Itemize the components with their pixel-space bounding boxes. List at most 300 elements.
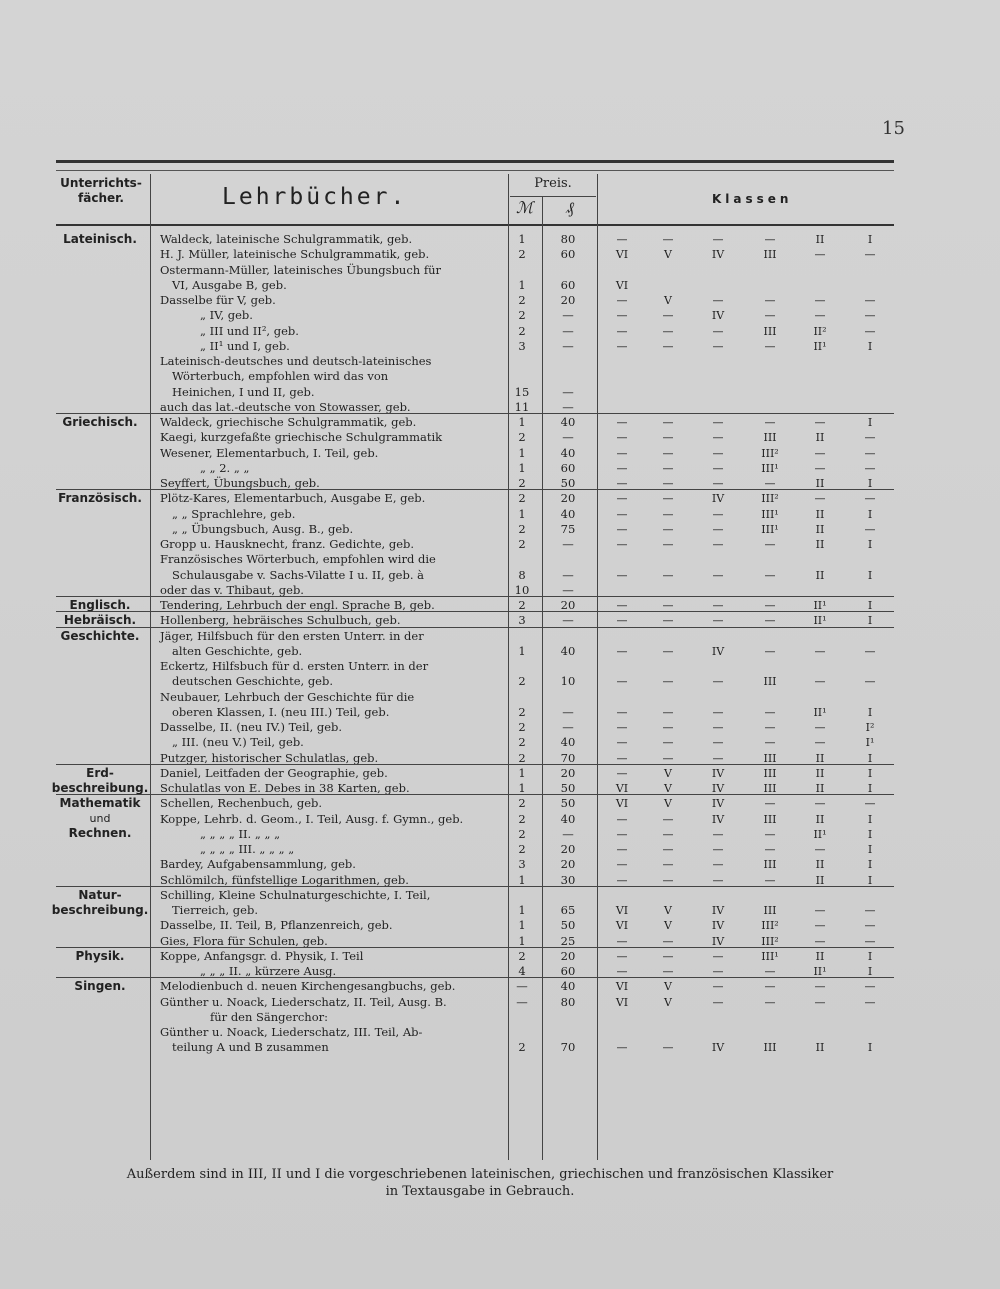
class-cell: — [712,858,724,872]
book-title: Koppe, Anfangsgr. d. Physik, I. Teil [160,948,364,963]
table-row [0,979,1000,994]
table-row [0,888,1000,903]
class-cell: — [864,324,876,338]
class-cell: II [815,233,825,246]
price-pfennig: 50 [560,796,576,811]
class-cell: III² [761,446,779,460]
table-row [0,735,1000,750]
class-cell: I [867,538,873,551]
class-cell: III [763,431,777,445]
price-mark: 2 [518,811,526,826]
class-cell: — [616,812,628,826]
book-title: Schulausgabe v. Sachs-Vilatte I u. II, geb. à [172,567,425,582]
class-cell: I [867,766,873,780]
class-cell: — [712,294,724,307]
table-row [0,522,1000,537]
class-cell: II [815,782,825,795]
table-row [0,293,1000,308]
price-pfennig: — [562,613,574,628]
class-cell: — [764,827,776,841]
book-title: Lateinisch-deutsches und deutsch-lateinisches [160,354,432,368]
table-row [0,995,1000,1010]
class-cell: — [712,751,724,765]
price-mark: 2 [518,704,526,719]
book-title: „ III und II², geb. [200,323,299,338]
table-row [0,842,1000,857]
table-row [0,552,1000,567]
table-row [0,537,1000,552]
footer-line-2: in Textausgabe in Gebrauch. [385,1184,575,1199]
book-title: „ „ Sprachlehre, geb. [172,506,296,521]
section-rule [56,764,894,765]
book-title: Koppe, Lehrb. d. Geom., I. Teil, Ausg. f. Gymn., geb. [160,811,464,826]
price-pfennig: — [562,704,574,719]
book-title: Ostermann-Müller, lateinisches Übungsbuch für [160,262,441,277]
class-cell: — [814,736,826,750]
price-pfennig: — [562,399,574,414]
price-mark: 3 [518,338,526,353]
price-mark: 2 [518,826,526,841]
class-cell: — [616,949,628,963]
class-cell: III¹ [761,949,779,963]
class-cell: — [864,431,876,445]
class-cell: — [764,721,776,734]
table-row [0,690,1000,705]
class-cell: II [815,949,825,963]
class-cell: — [616,477,628,490]
class-cell: II² [813,324,827,338]
book-title: „ „ „ „ III. „ „ „ „ [200,842,295,856]
table-row [0,232,1000,247]
class-cell: — [616,522,628,536]
table-row [0,918,1000,933]
class-cell: — [864,797,876,811]
book-title: Waldeck, lateinische Schulgrammatik, geb. [160,232,413,246]
class-cell: III¹ [761,522,779,536]
price-pfennig: 40 [560,979,576,994]
class-cell: — [616,538,628,551]
class-cell: I² [865,721,875,734]
book-title: „ II¹ und I, geb. [200,338,290,353]
price-mark: 2 [518,750,526,765]
header-subjects: Unterrichts- fächer. [60,176,142,205]
class-cell: III [763,248,777,262]
book-title: Günther u. Noack, Liederschatz, III. Teil, Ab- [160,1025,423,1039]
price-pfennig: 70 [560,1040,576,1055]
price-pfennig: 20 [560,293,576,307]
class-cell: I [867,949,873,963]
subject-name: Natur- [78,887,122,902]
subject-conjunction: und [89,812,111,826]
class-cell: III [763,751,777,765]
book-title: Tendering, Lehrbuch der engl. Sprache B, geb. [160,598,435,612]
class-cell: — [764,477,776,490]
book-title: Schellen, Rechenbuch, geb. [160,796,323,811]
table-row [0,1040,1000,1055]
class-cell: I [867,812,873,826]
header-mark: ℳ [516,198,534,217]
table-row [0,263,1000,278]
class-cell: — [712,675,724,689]
book-title: Jäger, Hilfsbuch für den ersten Unterr. in der [160,628,424,643]
price-mark: 2 [518,521,526,536]
class-cell: V [664,248,672,262]
table-row [0,796,1000,811]
class-cell: — [814,294,826,307]
price-pfennig: 20 [560,857,576,872]
price-pfennig: — [562,338,574,353]
class-cell: II¹ [813,339,827,353]
book-title: Plötz-Kares, Elementarbuch, Ausgabe E, geb. [160,491,426,506]
class-cell: — [616,873,628,887]
price-pfennig: — [562,826,574,841]
section-rule [56,794,894,795]
class-cell: I [867,599,873,612]
subject-name: Lateinisch. [63,232,137,246]
price-pfennig: 20 [560,948,576,963]
class-cell: — [662,431,674,445]
price-pfennig: 40 [560,735,576,750]
book-title: Französisches Wörterbuch, empfohlen wird die [160,552,436,567]
top-rule [56,160,894,163]
price-mark: 11 [514,399,530,414]
price-pfennig: 50 [560,781,576,795]
price-pfennig: 40 [560,506,576,521]
table-row [0,415,1000,430]
class-cell: — [616,644,628,658]
class-cell: II [815,522,825,536]
class-cell: I [867,965,873,978]
price-mark: 8 [518,567,526,582]
table-row [0,385,1000,400]
price-pfennig: — [562,323,574,338]
class-cell: II [815,431,825,445]
class-cell: — [712,461,724,475]
class-cell: — [662,721,674,734]
subject-name: Französisch. [58,491,142,506]
subject-name: Physik. [75,948,125,963]
class-cell: — [616,324,628,338]
price-pfennig: 10 [560,674,576,689]
class-cell: — [616,446,628,460]
class-cell: — [712,965,724,978]
class-cell: — [712,827,724,841]
book-title: Hollenberg, hebräisches Schulbuch, geb. [160,613,401,628]
price-mark: 1 [518,506,526,521]
subject-name: Erd- [86,765,114,780]
class-cell: — [864,248,876,262]
class-cell: — [764,995,776,1009]
book-title: Schilling, Kleine Schulnaturgeschichte, I. Teil, [160,887,431,902]
section-rule [56,627,894,628]
class-cell: — [864,980,876,994]
class-cell: — [616,568,628,582]
subject-name-continued: Rechnen. [68,826,132,841]
class-cell: — [814,721,826,734]
class-cell: — [662,416,674,429]
table-row [0,705,1000,720]
class-cell: IV [711,812,725,826]
class-cell: — [712,873,724,887]
price-mark: 15 [514,384,530,399]
header-bottom-rule [56,224,894,226]
class-cell: IV [711,782,725,795]
book-title: Gies, Flora für Schulen, geb. [160,933,328,948]
class-cell: — [712,736,724,750]
price-pfennig: 30 [560,872,576,887]
price-mark: 2 [518,598,526,612]
table-row [0,827,1000,842]
class-cell: — [662,538,674,551]
class-cell: — [712,843,724,856]
class-cell: — [712,568,724,582]
price-mark: — [516,979,528,994]
class-cell: — [662,446,674,460]
price-mark: 2 [518,796,526,811]
book-title: Dasselbe, II. (neu IV.) Teil, geb. [160,720,343,734]
class-cell: — [712,995,724,1009]
class-cell: I [867,827,873,841]
class-cell: — [764,736,776,750]
class-cell: VI [615,278,629,292]
header-classes: Klassen [712,192,793,206]
price-pfennig: — [562,384,574,399]
class-cell: — [712,233,724,246]
price-pfennig: 20 [560,598,576,612]
book-title: „ III. (neu V.) Teil, geb. [172,735,304,750]
table-row [0,278,1000,293]
class-cell: IV [711,766,725,780]
price-pfennig: 40 [560,415,576,429]
class-cell: — [712,507,724,521]
book-title: Heinichen, I und II, geb. [172,384,315,399]
class-cell: II [815,766,825,780]
table-row [0,720,1000,735]
class-cell: III¹ [761,461,779,475]
class-cell: — [764,568,776,582]
class-cell: — [814,797,826,811]
class-cell: III [763,858,777,872]
class-cell: — [662,827,674,841]
table-row [0,1010,1000,1025]
subject-name: Griechisch. [62,415,138,429]
price-mark: 1 [518,445,526,460]
book-title: oder das v. Thibaut, geb. [160,582,304,597]
price-pfennig: 65 [560,903,576,917]
class-cell: — [764,843,776,856]
price-pfennig: 40 [560,445,576,460]
book-title: für den Sängerchor: [210,1009,328,1024]
price-mark: 1 [518,918,526,933]
class-cell: VI [615,904,629,917]
class-cell: II¹ [813,827,827,841]
price-pfennig: 80 [560,232,576,246]
price-pfennig: — [562,308,574,323]
class-cell: V [664,904,672,917]
class-cell: — [712,522,724,536]
price-pfennig: 20 [560,765,576,780]
class-cell: III [763,766,777,780]
class-cell: V [664,797,672,811]
class-cell: — [662,949,674,963]
class-cell: — [814,461,826,475]
book-title: Schlömilch, fünfstellige Logarithmen, geb. [160,872,409,887]
price-pfennig: — [562,430,574,445]
table-row [0,812,1000,827]
page-number: 15 [882,118,905,139]
class-cell: II¹ [813,965,827,978]
footer-note [70,1166,890,1200]
class-cell: III [763,904,777,917]
class-cell: IV [711,919,725,933]
book-title: Bardey, Aufgabensammlung, geb. [160,857,356,872]
class-cell: — [616,461,628,475]
price-mark: 4 [518,964,526,978]
class-cell: — [662,477,674,490]
class-cell: II [815,873,825,887]
class-cell: — [662,614,674,628]
class-cell: — [814,995,826,1009]
footer-line-1: Außerdem sind in III, II und I die vorgeschriebenen lateinischen, griechischen und französischen Klassiker [126,1167,834,1182]
class-cell: II¹ [813,599,827,612]
price-sub-rule [510,196,596,197]
class-cell: II [815,477,825,490]
class-cell: — [814,644,826,658]
price-pfennig: 50 [560,476,576,490]
book-title: „ IV, geb. [200,308,253,323]
class-cell: — [662,705,674,719]
table-row [0,324,1000,339]
class-cell: — [864,446,876,460]
book-title: Gropp u. Hausknecht, franz. Gedichte, geb. [160,537,415,551]
class-cell: III² [761,919,779,933]
class-cell: — [616,294,628,307]
class-cell: — [662,522,674,536]
price-mark: 1 [518,415,526,429]
price-mark: 2 [518,842,526,856]
subject-name: Mathematik [59,796,141,811]
class-cell: IV [711,309,725,323]
class-cell: II [815,1041,825,1055]
price-mark: — [516,994,528,1009]
price-mark: 1 [518,643,526,658]
class-cell: II [815,858,825,872]
class-cell: II [815,538,825,551]
class-cell: V [664,980,672,994]
price-pfennig: — [562,720,574,734]
class-cell: — [764,797,776,811]
class-cell: VI [615,797,629,811]
table-row [0,766,1000,781]
book-title: „ „ Übungsbuch, Ausg. B., geb. [172,521,354,536]
book-title: teilung A und B zusammen [172,1040,329,1055]
table-row [0,1025,1000,1040]
price-mark: 2 [518,1040,526,1055]
class-cell: IV [711,492,725,506]
price-mark: 1 [518,781,526,795]
class-cell: — [616,751,628,765]
class-cell: — [712,980,724,994]
class-cell: — [712,721,724,734]
table-row [0,644,1000,659]
class-cell: IV [711,248,725,262]
price-mark: 2 [518,537,526,551]
class-cell: — [764,233,776,246]
header-books: Lehrbücher. [222,184,408,210]
price-mark: 1 [518,872,526,887]
class-cell: II [815,812,825,826]
book-title: VI, Ausgabe B, geb. [172,277,287,292]
class-cell: — [712,705,724,719]
section-rule [56,977,894,978]
class-cell: I [867,858,873,872]
price-mark: 2 [518,735,526,750]
class-cell: VI [615,980,629,994]
price-pfennig: 80 [560,994,576,1009]
section-rule [56,886,894,887]
class-cell: — [662,843,674,856]
class-cell: — [712,477,724,490]
class-cell: — [712,949,724,963]
table-row [0,308,1000,323]
section-rule [56,413,894,414]
table-row [0,491,1000,506]
price-mark: 1 [518,903,526,917]
class-cell: III [763,782,777,795]
class-cell: I¹ [865,736,875,750]
class-cell: — [616,675,628,689]
price-mark: 2 [518,948,526,963]
top-rule-thin [56,170,894,171]
class-cell: III [763,812,777,826]
table-row [0,659,1000,674]
price-pfennig: 40 [560,811,576,826]
class-cell: — [814,919,826,933]
section-rule [56,947,894,948]
price-mark: 2 [518,430,526,445]
class-cell: — [662,644,674,658]
class-cell: VI [615,995,629,1009]
table-row [0,629,1000,644]
book-title: Schulatlas von E. Debes in 38 Karten, geb. [160,781,410,795]
class-cell: — [662,965,674,978]
class-cell: I [867,1041,873,1055]
book-title: Wörterbuch, empfohlen wird das von [172,369,389,384]
subject-name-continued: beschreibung. [51,780,149,795]
table-row [0,903,1000,918]
class-cell: I [867,873,873,887]
class-cell: III² [761,934,779,948]
subject-name-continued: beschreibung. [51,902,149,917]
price-pfennig: — [562,567,574,582]
class-cell: V [664,294,672,307]
class-cell: — [864,995,876,1009]
class-cell: — [616,705,628,719]
book-title: Seyffert, Übungsbuch, geb. [160,476,320,490]
subject-name: Singen. [74,979,126,994]
class-cell: II [815,507,825,521]
section-rule [56,596,894,597]
price-mark: 2 [518,323,526,338]
class-cell: I [867,614,873,628]
class-cell: — [864,522,876,536]
class-cell: — [712,446,724,460]
book-title: „ „ „ „ II. „ „ „ [200,826,281,841]
class-cell: III [763,1041,777,1055]
class-cell: — [864,675,876,689]
class-cell: — [814,416,826,429]
book-title: „ „ 2. „ „ [200,460,250,475]
